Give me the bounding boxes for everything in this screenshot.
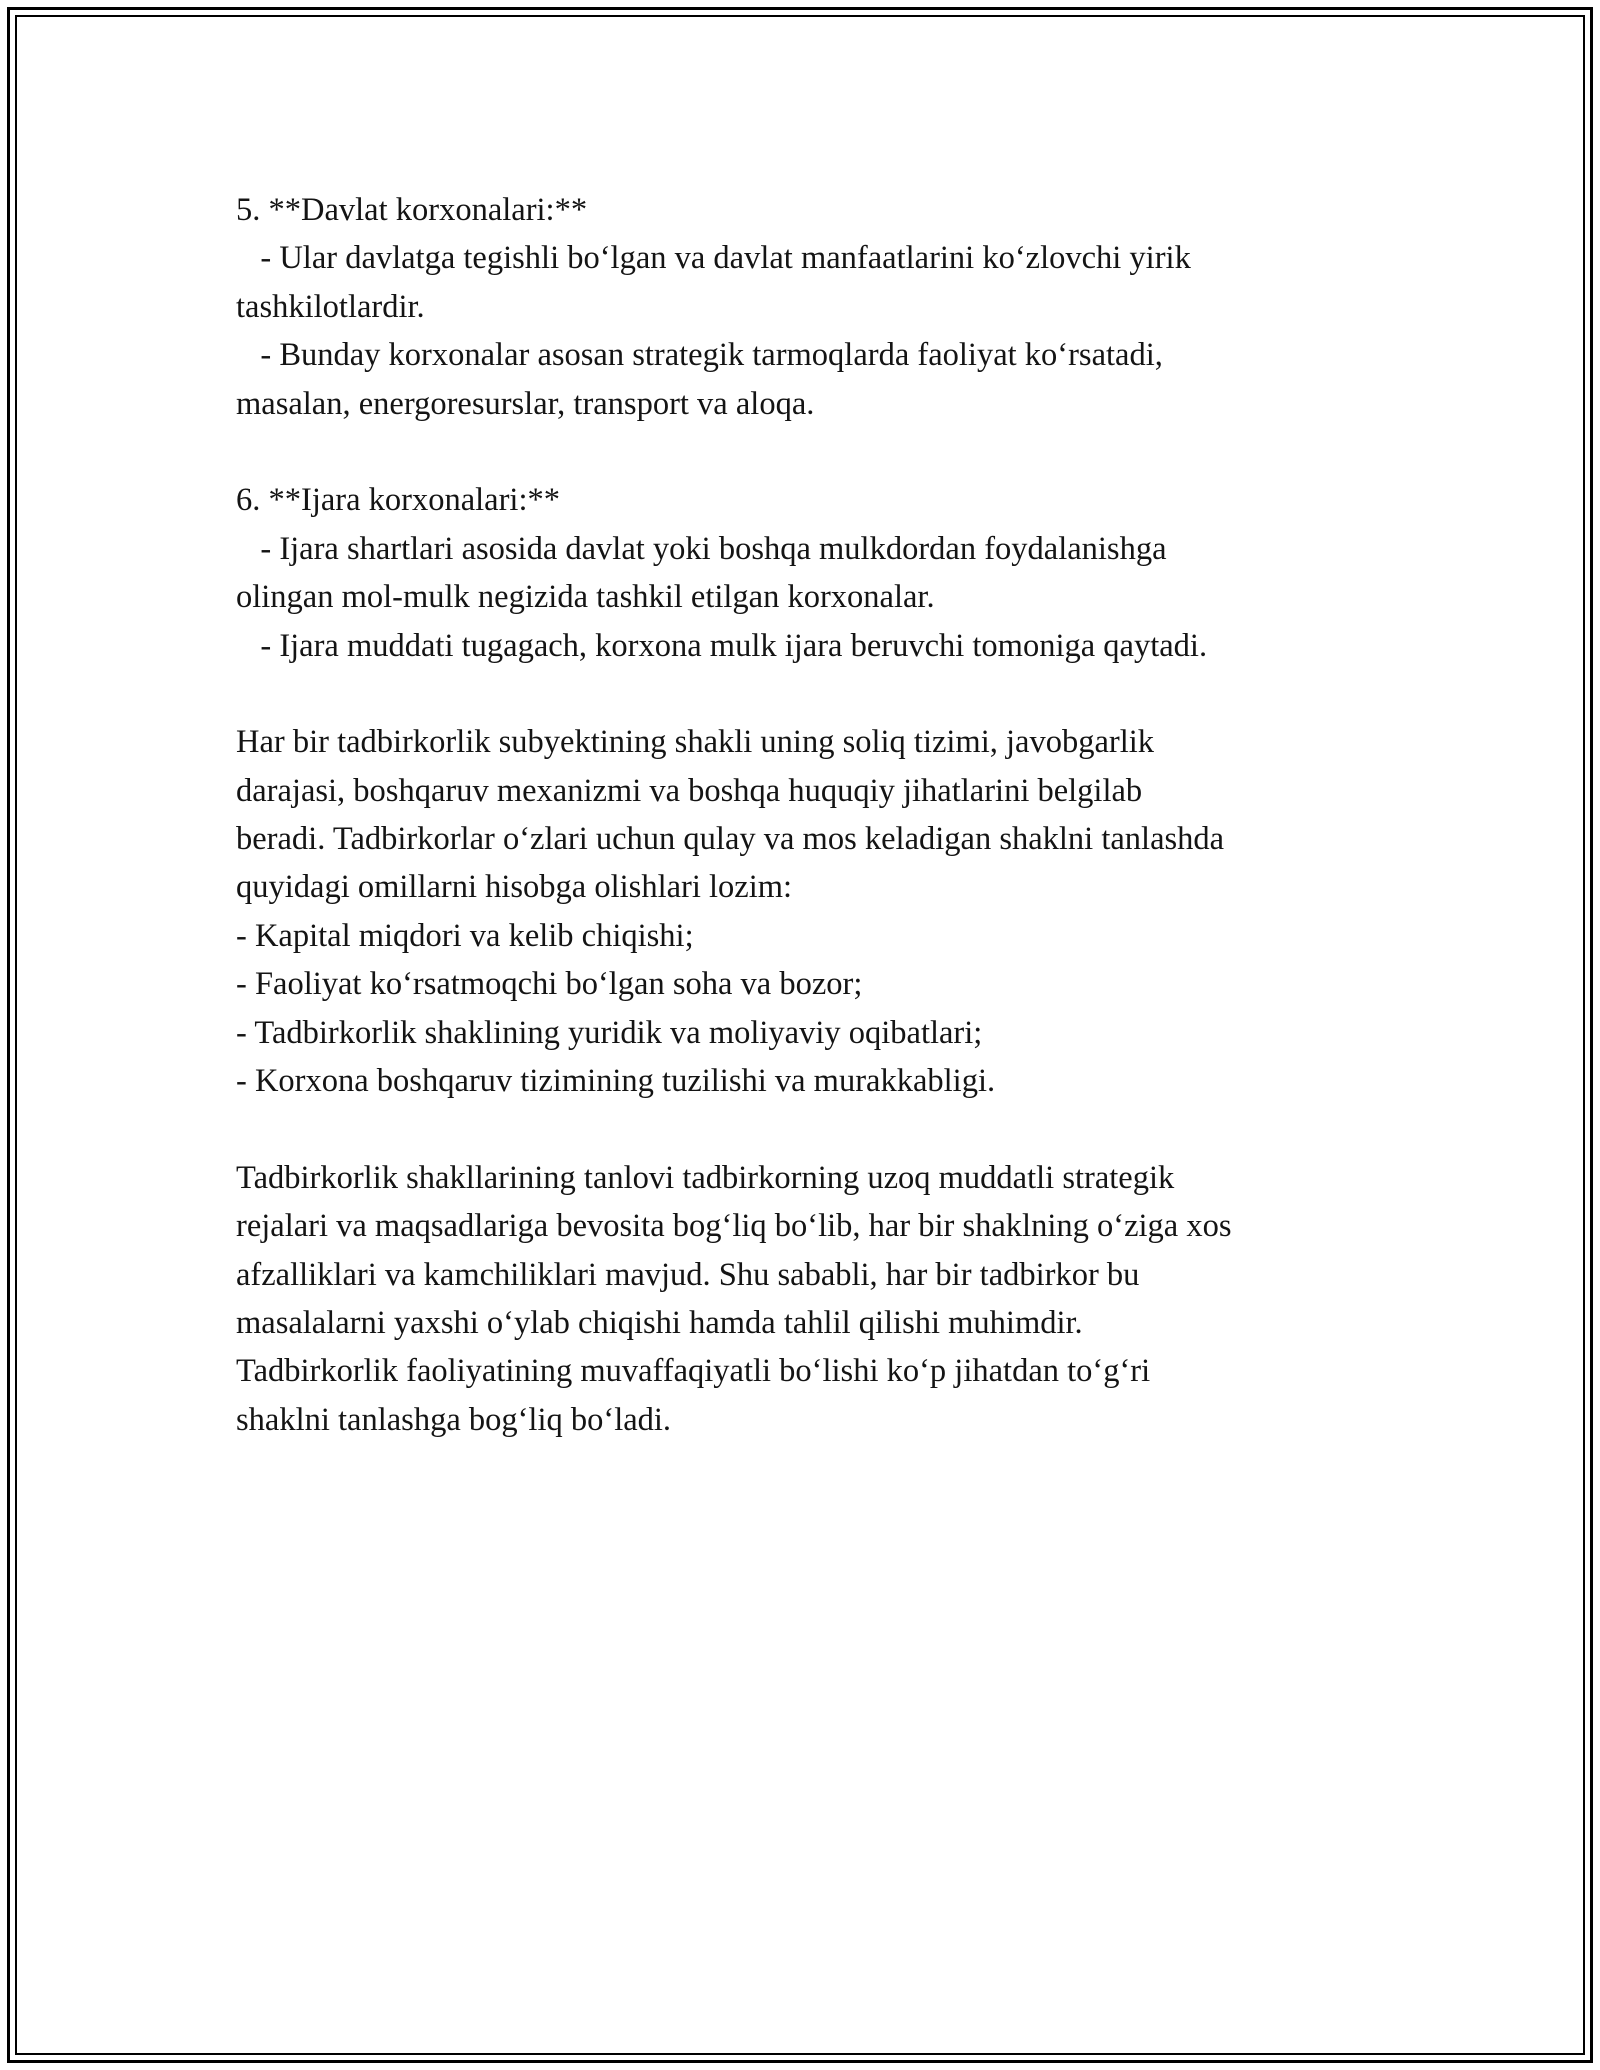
list-item: - Korxona boshqaruv tizimining tuzilishi va murakkabligi.: [236, 1063, 996, 1100]
list-item: - Kapital miqdori va kelib chiqishi;: [236, 917, 694, 954]
text-line: Tadbirkorlik faoliyatining muvaffaqiyatli bo‘lishi ko‘p jihatdan to‘g‘ri: [236, 1353, 1151, 1390]
list-item: - Faoliyat ko‘rsatmoqchi bo‘lgan soha va bozor;: [236, 966, 863, 1003]
text-line: masalalarni yaxshi o‘ylab chiqishi hamda tahlil qilishi muhimdir.: [236, 1304, 1083, 1341]
list-item: - Tadbirkorlik shaklining yuridik va moliyaviy oqibatlari;: [236, 1014, 983, 1051]
paragraph-conclusion: [236, 1154, 1396, 1444]
text-line: tashkilotlardir.: [236, 288, 425, 325]
section-ijara-korxonalari: [236, 476, 1396, 670]
text-line: darajasi, boshqaruv mexanizmi va boshqa huquqiy jihatlarini belgilab: [236, 772, 1143, 809]
paragraph-tadbirkorlik-shakli: [236, 718, 1396, 1105]
text-line: olingan mol-mulk negizida tashkil etilgan korxonalar.: [236, 579, 935, 616]
text-line: Tadbirkorlik shakllarining tanlovi tadbirkorning uzoq muddatli strategik: [236, 1159, 1175, 1196]
text-line: Har bir tadbirkorlik subyektining shakli uning soliq tizimi, javobgarlik: [236, 724, 1154, 761]
text-line: rejalari va maqsadlariga bevosita bog‘liq bo‘lib, har bir shaklning o‘ziga xos: [236, 1208, 1232, 1245]
paragraph-gap: [236, 428, 1396, 476]
text-line: quyidagi omillarni hisobga olishlari lozim:: [236, 869, 793, 906]
text-line: - Ijara muddati tugagach, korxona mulk ijara beruvchi tomoniga qaytadi.: [236, 627, 1208, 664]
text-line: - Ijara shartlari asosida davlat yoki boshqa mulkdordan foydalanishga: [236, 530, 1167, 567]
paragraph-gap: [236, 1105, 1396, 1153]
section-davlat-korxonalari: [236, 186, 1396, 428]
paragraph-gap: [236, 670, 1396, 718]
text-line: - Ular davlatga tegishli bo‘lgan va davlat manfaatlarini ko‘zlovchi yirik: [236, 240, 1191, 277]
text-line: masalan, energoresurslar, transport va aloqa.: [236, 385, 815, 422]
text-line: shaklni tanlashga bog‘liq bo‘ladi.: [236, 1401, 672, 1438]
text-line: beradi. Tadbirkorlar o‘zlari uchun qulay va mos keladigan shaklni tanlashda: [236, 821, 1225, 858]
text-line: - Bunday korxonalar asosan strategik tarmoqlarda faoliyat ko‘rsatadi,: [236, 337, 1163, 374]
document-body: [236, 186, 1396, 1444]
section-heading: 5. **Davlat korxonalari:**: [236, 192, 588, 228]
section-heading: 6. **Ijara korxonalari:**: [236, 482, 560, 519]
text-line: afzalliklari va kamchiliklari mavjud. Shu sababli, har bir tadbirkor bu: [236, 1256, 1140, 1293]
